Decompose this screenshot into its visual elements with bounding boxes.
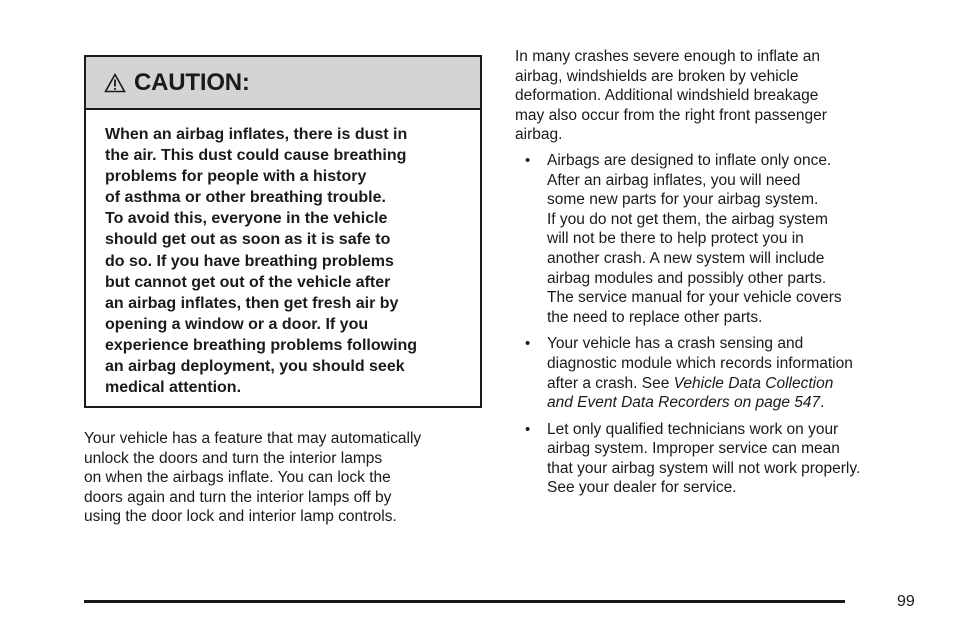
caution-line: should get out as soon as it is safe to [105, 231, 391, 249]
caution-line: do so. If you have breathing problems [105, 252, 394, 270]
bullet-line: airbag system. Improper service can mean [547, 440, 840, 458]
caution-line: but cannot get out of the vehicle after [105, 273, 391, 291]
cross-reference-link[interactable]: and Event Data Recorders on page 547 [547, 394, 821, 412]
bullet-line [547, 393, 920, 413]
bullet-line [547, 374, 920, 394]
caution-line: To avoid this, everyone in the vehicle [105, 210, 388, 228]
caution-line: medical attention. [105, 379, 242, 397]
bullet-item-inflate-once [515, 151, 920, 327]
paragraph-line: on when the airbags inflate. You can lock the [84, 469, 391, 487]
bullet-line: airbag modules and possibly other parts. [547, 269, 827, 287]
caution-line: When an airbag inflates, there is dust in [105, 126, 408, 143]
caution-line: experience breathing problems following [105, 336, 418, 354]
bullet-line: Airbags are designed to inflate only once. [547, 151, 832, 169]
caution-header [86, 57, 480, 110]
bullet-line: If you do not get them, the airbag system [547, 210, 828, 228]
bullet-line: See your dealer for service. [547, 479, 737, 497]
paragraph-line: doors again and turn the interior lamps off by [84, 488, 392, 506]
caution-line: problems for people with a history [105, 168, 367, 186]
bullet-line: The service manual for your vehicle covers [547, 289, 842, 307]
paragraph-line: Your vehicle has a feature that may automatically [84, 430, 422, 447]
bullet-icon: • [525, 335, 531, 353]
caution-box [84, 55, 482, 408]
bullet-line: Your vehicle has a crash sensing and [547, 335, 804, 353]
cross-reference-link[interactable]: Vehicle Data Collection [673, 374, 834, 392]
caution-line: an airbag deployment, you should seek [105, 358, 405, 376]
paragraph-line: In many crashes severe enough to inflate an [515, 48, 821, 65]
paragraph-line: airbag, windshields are broken by vehicle [515, 67, 799, 85]
bullet-line: the need to replace other parts. [547, 308, 763, 326]
caution-line: an airbag inflates, then get fresh air by [105, 294, 399, 312]
caution-line: of asthma or other breathing trouble. [105, 189, 386, 207]
bullet-line: another crash. A new system will include [547, 249, 825, 267]
paragraph-line: may also occur from the right front passenger [515, 106, 827, 124]
bullet-line: diagnostic module which records information [547, 354, 853, 372]
warning-triangle-icon [104, 73, 126, 93]
bullet-item-crash-module [515, 334, 920, 412]
caution-line: opening a window or a door. If you [105, 315, 369, 333]
bullet-line: some new parts for your airbag system. [547, 191, 819, 209]
bullet-icon: • [525, 420, 531, 438]
page-number: 99 [897, 593, 915, 610]
bullet-text: . [820, 394, 825, 412]
footer-rule [84, 600, 845, 603]
right-column [515, 47, 920, 498]
bullet-line: that your airbag system will not work properly. [547, 459, 861, 477]
bullet-icon: • [525, 151, 531, 169]
door-unlock-paragraph [84, 429, 484, 527]
caution-title: CAUTION: [134, 68, 250, 96]
bullet-line: will not be there to help protect you in [547, 230, 804, 248]
caution-text [105, 124, 465, 398]
bullet-line: Let only qualified technicians work on your [547, 420, 839, 438]
bullet-text: after a crash. See [547, 374, 674, 392]
caution-line: the air. This dust could cause breathing [105, 147, 407, 165]
paragraph-line: unlock the doors and turn the interior lamps [84, 449, 383, 467]
paragraph-line: airbag. [515, 126, 563, 144]
paragraph-line: using the door lock and interior lamp controls. [84, 508, 397, 526]
paragraph-line: deformation. Additional windshield breakage [515, 87, 819, 105]
bullet-line: After an airbag inflates, you will need [547, 171, 801, 189]
bullet-item-qualified-technicians [515, 420, 920, 498]
windshield-paragraph [515, 47, 920, 145]
